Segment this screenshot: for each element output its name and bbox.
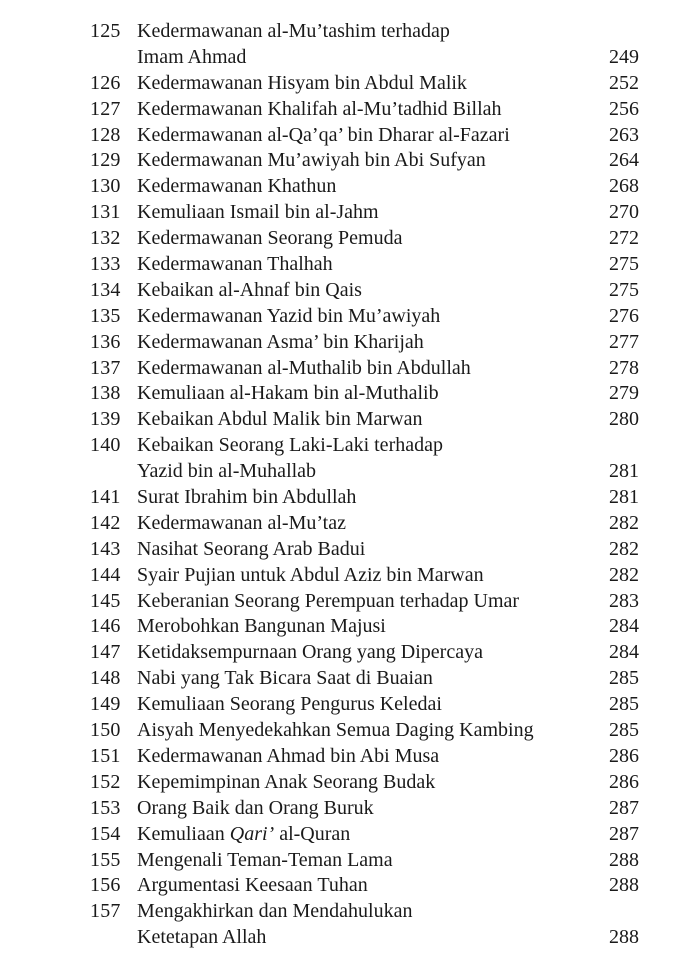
chapter-number: 149 xyxy=(90,693,121,716)
toc-entry xyxy=(0,200,700,226)
page-number: 283 xyxy=(609,589,639,612)
chapter-title: Kemuliaan Ismail bin al-Jahm xyxy=(137,201,379,224)
toc-entry-line xyxy=(0,148,700,174)
page-number: 279 xyxy=(609,382,639,405)
chapter-title: Imam Ahmad xyxy=(137,45,247,68)
chapter-number: 130 xyxy=(90,175,121,198)
toc-entry-line xyxy=(0,330,700,356)
chapter-title: Keberanian Seorang Perempuan terhadap Umar xyxy=(137,589,520,612)
toc-entry xyxy=(0,330,700,356)
toc-entry xyxy=(0,718,700,744)
toc-entry xyxy=(0,770,700,796)
chapter-number: 154 xyxy=(90,822,121,845)
toc-entry xyxy=(0,407,700,433)
toc-entry-line xyxy=(0,226,700,252)
chapter-number: 128 xyxy=(90,123,121,146)
page-number: 249 xyxy=(609,45,639,68)
page-number: 278 xyxy=(609,356,639,379)
chapter-number: 156 xyxy=(90,874,121,897)
toc-entry xyxy=(0,899,700,951)
toc-entry-line xyxy=(0,640,700,666)
toc-entry xyxy=(0,252,700,278)
toc-entry-line xyxy=(0,174,700,200)
page-number: 285 xyxy=(609,719,639,742)
toc-entry-line xyxy=(0,666,700,692)
chapter-title xyxy=(137,822,350,848)
chapter-title: Kedermawanan Thalhah xyxy=(137,253,333,276)
page-number: 288 xyxy=(609,874,639,897)
toc-entry xyxy=(0,666,700,692)
chapter-number: 145 xyxy=(90,589,121,612)
page-number: 285 xyxy=(609,693,639,716)
toc-entry-line xyxy=(0,381,700,407)
chapter-number: 137 xyxy=(90,356,121,379)
toc-entry xyxy=(0,589,700,615)
chapter-number: 133 xyxy=(90,253,121,276)
toc-entry xyxy=(0,97,700,123)
toc-entry xyxy=(0,511,700,537)
chapter-number: 132 xyxy=(90,227,121,250)
toc-entry-line xyxy=(0,278,700,304)
page-number: 284 xyxy=(609,641,639,664)
page-number: 281 xyxy=(609,486,639,509)
page-number: 287 xyxy=(609,796,639,819)
chapter-title: Kedermawanan Khathun xyxy=(137,175,337,198)
chapter-title: Argumentasi Keesaan Tuhan xyxy=(137,874,368,897)
toc-entry-line xyxy=(0,925,700,951)
page-number: 285 xyxy=(609,667,639,690)
page-number: 277 xyxy=(609,330,639,353)
page-number: 275 xyxy=(609,278,639,301)
chapter-title: Mengenali Teman-Teman Lama xyxy=(137,848,393,871)
toc-entry xyxy=(0,485,700,511)
chapter-title: Kedermawanan Asma’ bin Kharijah xyxy=(137,330,424,353)
toc-entry-line xyxy=(0,200,700,226)
toc-entry-line xyxy=(0,744,700,770)
chapter-number: 157 xyxy=(90,900,121,923)
chapter-title: Ketidaksempurnaan Orang yang Dipercaya xyxy=(137,641,483,664)
chapter-title: Kedermawanan al-Muthalib bin Abdullah xyxy=(137,356,471,379)
chapter-title: Kedermawanan al-Mu’taz xyxy=(137,511,346,534)
toc-entry xyxy=(0,614,700,640)
chapter-title: Nabi yang Tak Bicara Saat di Buaian xyxy=(137,667,433,690)
toc-entry xyxy=(0,692,700,718)
page-number: 282 xyxy=(609,563,639,586)
toc-entry-line xyxy=(0,19,700,45)
chapter-title: Kemuliaan al-Hakam bin al-Muthalib xyxy=(137,382,439,405)
toc-entry-line xyxy=(0,459,700,485)
page-number: 281 xyxy=(609,460,639,483)
chapter-number: 134 xyxy=(90,278,121,301)
toc-entry xyxy=(0,278,700,304)
chapter-number: 142 xyxy=(90,511,121,534)
chapter-number: 136 xyxy=(90,330,121,353)
page-number: 280 xyxy=(609,408,639,431)
page-number: 286 xyxy=(609,770,639,793)
toc-entry xyxy=(0,356,700,382)
toc-entry xyxy=(0,848,700,874)
chapter-title: Ketetapan Allah xyxy=(137,926,267,949)
page-number: 284 xyxy=(609,615,639,638)
chapter-number: 125 xyxy=(90,20,121,42)
toc-entry-line xyxy=(0,563,700,589)
toc-entry-line xyxy=(0,123,700,149)
toc-entry-line xyxy=(0,848,700,874)
toc-entry xyxy=(0,304,700,330)
chapter-title-italic: Qari’ xyxy=(229,822,275,845)
toc-entry-line xyxy=(0,304,700,330)
chapter-title: Kebaikan Abdul Malik bin Marwan xyxy=(137,408,423,431)
page-number: 276 xyxy=(609,304,639,327)
chapter-number: 150 xyxy=(90,719,121,742)
toc-entry-line xyxy=(0,356,700,382)
chapter-title: Kedermawanan Hisyam bin Abdul Malik xyxy=(137,71,467,94)
chapter-title-prefix: Kemuliaan xyxy=(137,822,230,845)
toc-entry-line xyxy=(0,537,700,563)
chapter-number: 129 xyxy=(90,149,121,172)
chapter-number: 144 xyxy=(90,563,121,586)
chapter-number: 148 xyxy=(90,667,121,690)
chapter-title: Yazid bin al-Muhallab xyxy=(137,460,317,483)
page-number: 252 xyxy=(609,71,639,94)
toc-entry xyxy=(0,226,700,252)
chapter-number: 140 xyxy=(90,434,121,457)
chapter-number: 131 xyxy=(90,201,121,224)
chapter-title: Kemuliaan Seorang Pengurus Keledai xyxy=(137,693,442,716)
chapter-number: 143 xyxy=(90,537,121,560)
toc-entry xyxy=(0,640,700,666)
toc-entry-line xyxy=(0,71,700,97)
toc-entry-line xyxy=(0,614,700,640)
toc-entry-line xyxy=(0,485,700,511)
table-of-contents xyxy=(0,19,700,951)
chapter-number: 151 xyxy=(90,744,121,767)
page-number: 268 xyxy=(609,175,639,198)
chapter-number: 135 xyxy=(90,304,121,327)
chapter-title: Merobohkan Bangunan Majusi xyxy=(137,615,386,638)
chapter-title: Kedermawanan Ahmad bin Abi Musa xyxy=(137,744,440,767)
toc-entry xyxy=(0,537,700,563)
chapter-number: 127 xyxy=(90,97,121,120)
chapter-title: Kedermawanan al-Mu’tashim terhadap xyxy=(137,20,450,42)
chapter-title: Kedermawanan Mu’awiyah bin Abi Sufyan xyxy=(137,149,486,172)
chapter-number: 141 xyxy=(90,486,121,509)
toc-entry xyxy=(0,433,700,485)
toc-entry-line xyxy=(0,433,700,459)
toc-entry xyxy=(0,381,700,407)
toc-entry-line xyxy=(0,252,700,278)
page-number: 287 xyxy=(609,822,639,845)
page-number: 272 xyxy=(609,227,639,250)
chapter-title: Kebaikan Seorang Laki-Laki terhadap xyxy=(137,434,443,457)
toc-entry xyxy=(0,71,700,97)
chapter-number: 146 xyxy=(90,615,121,638)
page-number: 282 xyxy=(609,511,639,534)
chapter-title-suffix: al-Quran xyxy=(274,822,351,845)
toc-entry-line xyxy=(0,718,700,744)
page-number: 286 xyxy=(609,744,639,767)
chapter-title: Kedermawanan Yazid bin Mu’awiyah xyxy=(137,304,441,327)
toc-entry-line xyxy=(0,873,700,899)
chapter-number: 126 xyxy=(90,71,121,94)
toc-entry-line xyxy=(0,796,700,822)
chapter-title: Surat Ibrahim bin Abdullah xyxy=(137,486,357,509)
chapter-number: 153 xyxy=(90,796,121,819)
toc-entry xyxy=(0,148,700,174)
chapter-title: Kedermawanan Seorang Pemuda xyxy=(137,227,403,250)
toc-entry xyxy=(0,123,700,149)
page-number: 263 xyxy=(609,123,639,146)
chapter-number: 147 xyxy=(90,641,121,664)
page-number: 270 xyxy=(609,201,639,224)
page-number: 256 xyxy=(609,97,639,120)
toc-entry xyxy=(0,744,700,770)
chapter-number: 155 xyxy=(90,848,121,871)
toc-entry xyxy=(0,873,700,899)
toc-entry-line xyxy=(0,770,700,796)
toc-entry xyxy=(0,822,700,848)
chapter-title: Syair Pujian untuk Abdul Aziz bin Marwan xyxy=(137,563,484,586)
chapter-title: Nasihat Seorang Arab Badui xyxy=(137,537,366,560)
toc-entry-line xyxy=(0,407,700,433)
page-number: 282 xyxy=(609,537,639,560)
chapter-number: 138 xyxy=(90,382,121,405)
chapter-title: Kebaikan al-Ahnaf bin Qais xyxy=(137,278,362,301)
page-number: 275 xyxy=(609,253,639,276)
chapter-title: Aisyah Menyedekahkan Semua Daging Kambing xyxy=(137,719,534,742)
toc-entry xyxy=(0,19,700,71)
toc-entry-line xyxy=(0,692,700,718)
toc-entry xyxy=(0,796,700,822)
page-number: 288 xyxy=(609,848,639,871)
toc-entry-line xyxy=(0,97,700,123)
chapter-title: Kedermawanan al-Qa’qa’ bin Dharar al-Fazari xyxy=(137,123,510,146)
toc-entry-line xyxy=(0,511,700,537)
page-number: 264 xyxy=(609,149,639,172)
chapter-number: 152 xyxy=(90,770,121,793)
toc-entry xyxy=(0,174,700,200)
chapter-title: Kedermawanan Khalifah al-Mu’tadhid Billah xyxy=(137,97,502,120)
toc-entry xyxy=(0,563,700,589)
page-number: 288 xyxy=(609,926,639,949)
chapter-title: Kepemimpinan Anak Seorang Budak xyxy=(137,770,436,793)
toc-entry-line xyxy=(0,589,700,615)
chapter-number: 139 xyxy=(90,408,121,431)
chapter-title: Orang Baik dan Orang Buruk xyxy=(137,796,374,819)
toc-entry-line xyxy=(0,899,700,925)
toc-entry-line xyxy=(0,822,700,848)
toc-entry-line xyxy=(0,45,700,71)
chapter-title: Mengakhirkan dan Mendahulukan xyxy=(137,900,413,923)
